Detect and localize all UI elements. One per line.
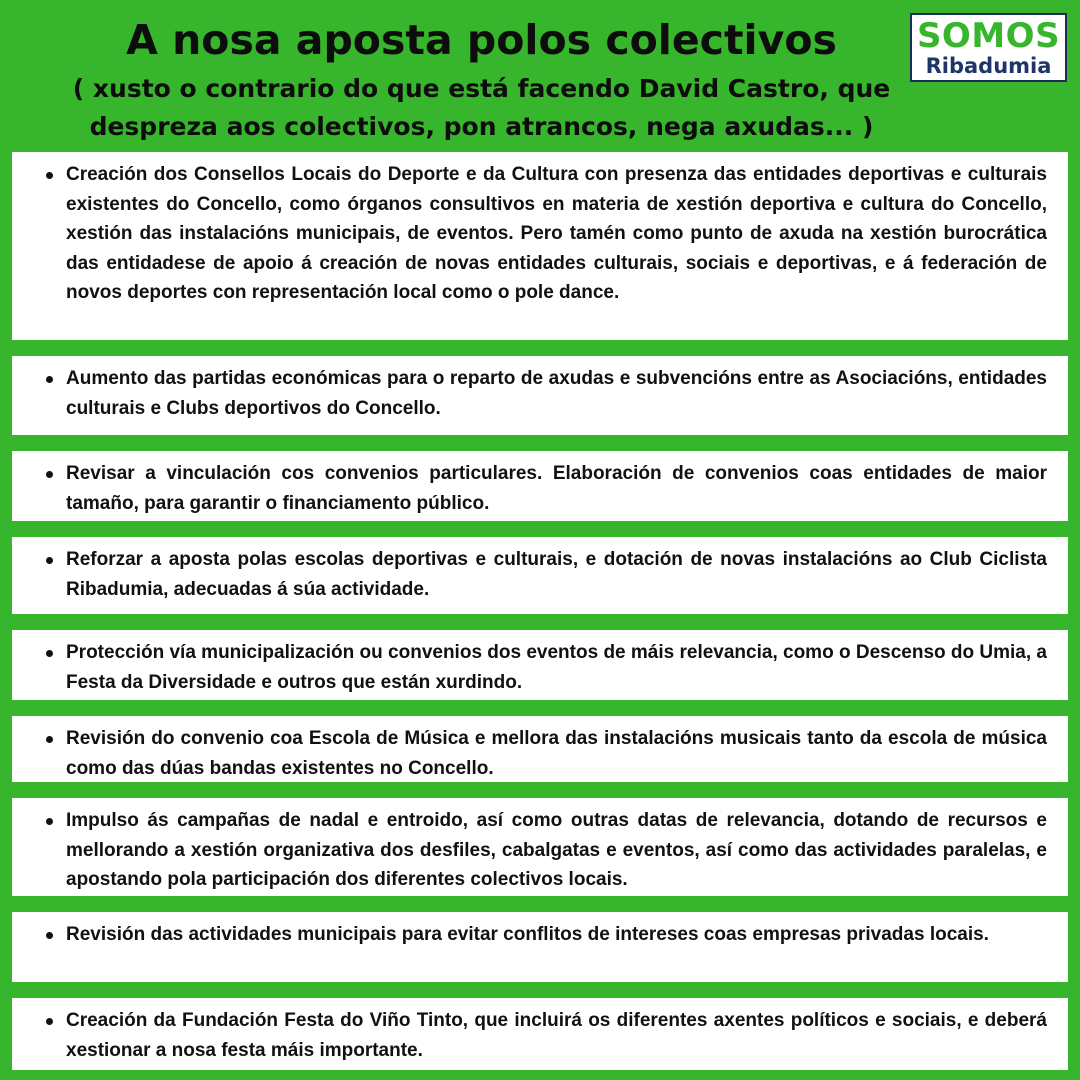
- somos-ribadumia-logo: [910, 13, 1067, 82]
- list-item-text: Impulso ás campañas de nadal e entroido, así como outras datas de relevancia, dotando de recursos e mellorando a xestión organizativa dos desfiles, cabalgatas e eventos, así como das actividades paralelas, e apostando pola participación dos diferentes colectivos locais.: [66, 810, 1047, 890]
- bullet-icon: [46, 557, 53, 564]
- list-item: [12, 537, 1068, 614]
- list-item: [12, 630, 1068, 700]
- list-item: [12, 798, 1068, 896]
- bullet-icon: [46, 376, 53, 383]
- logo-bottom-text: Ribadumia: [925, 54, 1052, 78]
- list-item: [12, 152, 1068, 340]
- bullet-icon: [46, 471, 53, 478]
- list-item-text: Creación dos Consellos Locais do Deporte e da Cultura con presenza das entidades deportivas e culturais existentes do Concello, como órganos consultivos en materia de xestión deportiva e cultura do Concello, xestión das instalacións municipais, de eventos. Pero tamén como punto de axuda na xestión burocrática das entidadese de apoio á creación de novas entidades culturais, sociais e deportivas, e á federación de novos deportes con representación local como o pole dance.: [66, 164, 1047, 303]
- bullet-icon: [46, 172, 53, 179]
- list-item: [12, 998, 1068, 1070]
- subtitle-line-2: despreza aos colectivos, pon atrancos, nega axudas... ): [89, 112, 874, 141]
- list-item: [12, 356, 1068, 435]
- list-item: [12, 451, 1068, 521]
- list-item: [12, 912, 1068, 982]
- list-item-text: Creación da Fundación Festa do Viño Tinto, que incluirá os diferentes axentes políticos e sociais, e deberá xestionar a nosa festa máis importante.: [66, 1010, 1047, 1061]
- bullet-icon: [46, 818, 53, 825]
- list-item-text: Reforzar a aposta polas escolas deportivas e culturais, e dotación de novas instalacións ao Club Ciclista Ribadumia, adecuadas á súa actividade.: [66, 549, 1047, 600]
- subtitle-line-1: ( xusto o contrario do que está facendo David Castro, que: [72, 74, 891, 103]
- bullet-icon: [46, 650, 53, 657]
- list-item-text: Revisión do convenio coa Escola de Música e mellora das instalacións musicais tanto da escola de música como das dúas bandas existentes no Concello.: [66, 728, 1047, 779]
- logo-top-text: SOMOS: [916, 16, 1061, 56]
- list-item: [12, 716, 1068, 782]
- list-item-text: Aumento das partidas económicas para o reparto de axudas e subvencións entre as Asociacións, entidades culturais e Clubs deportivos do Concello.: [66, 368, 1047, 419]
- list-item-text: Revisión das actividades municipais para evitar conflitos de intereses coas empresas privadas locais.: [66, 924, 989, 945]
- bullet-icon: [46, 736, 53, 743]
- list-item-text: Protección vía municipalización ou convenios dos eventos de máis relevancia, como o Descenso do Umia, a Festa da Diversidade e outros que están xurdindo.: [66, 642, 1047, 693]
- bullet-icon: [46, 1018, 53, 1025]
- bullet-icon: [46, 932, 53, 939]
- page-subtitle: [0, 70, 963, 146]
- page-title: A nosa aposta polos colectivos: [126, 16, 837, 64]
- list-item-text: Revisar a vinculación cos convenios particulares. Elaboración de convenios coas entidades de maior tamaño, para garantir o financiamento público.: [66, 463, 1047, 514]
